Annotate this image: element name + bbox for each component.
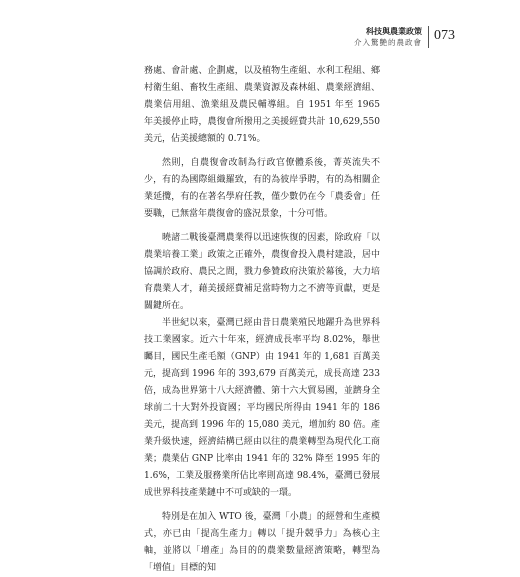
running-header xyxy=(354,26,422,48)
book-title: 科技與農業政策 xyxy=(366,27,422,36)
paragraph-4: 半世紀以來，臺灣已經由昔日農業殖民地躍升為世界科技工業國家。近六十年來，經濟成長率平均 8.02%，舉世矚目，國民生產毛額（GNP）由 1941 年的 1,681 百萬美元，提高到 1996 年的 393,679 百萬美元，成長高達 233 倍，成為世界第十八大經濟體、第十六大貿易國，並躋身全球前二十大對外投資國；平均國民所得由 1941 年的 186 美元，提高到 1996 年的 15,080 美元，增加約 80 倍。產業升級快速，經濟結構已經由以往的農業轉型為現代化工商業；農業佔 GNP 比率由 1941 年的 32% 降至 1995 年的 1.6%，工業及服務業所佔比率則高達 98.4%，臺灣已發展成世界科技產業鏈中不可或缺的一環。 xyxy=(144,318,381,498)
chapter-subtitle: 介入驚艷的農政會 xyxy=(354,38,422,47)
paragraph-2: 然則，自農復會改制為行政官僚體系後，菁英流失不少，有的為國際組織羅致，有的為彼岸爭聘，有的為相關企業延攬，有的在著名學府任教，僅少數仍在今「農委會」任要職，已無當年農復會的盛況景象，十分可惜。 xyxy=(144,158,380,219)
paragraph-1: 務處、會計處、企劃處，以及植物生產組、水利工程組、鄉村衛生組、畜牧生產組、農業資源及森林組、農業經濟組、農業信用組、漁業組及農民輔導組。自 1951 年至 1965 年美援停止時，農復會所撥用之美援經費共計 10,629,550 美元，佔美援總額的 0.71%。 xyxy=(144,66,380,144)
paragraph-5: 特別是在加入 WTO 後，臺灣「小農」的經營和生產模式，亦已由「提高生產力」轉以「提升競爭力」為核心主軸，並將以「增產」為目的的農業數量經濟策略，轉型為「增值」目標的知 xyxy=(144,512,380,573)
paragraph-3: 曉諸二戰後臺灣農業得以迅速恢復的因素，除政府「以農業培養工業」政策之正確外，農復會投入農村建設，居中協調於政府、農民之間，戮力參贊政府決策於幕後，大力培育農業人才，藉美援經費補足當時物力之不濟等貢獻，更是關鍵所在。 xyxy=(144,233,380,311)
page-number: 073 xyxy=(434,28,455,43)
header-divider xyxy=(428,26,429,48)
